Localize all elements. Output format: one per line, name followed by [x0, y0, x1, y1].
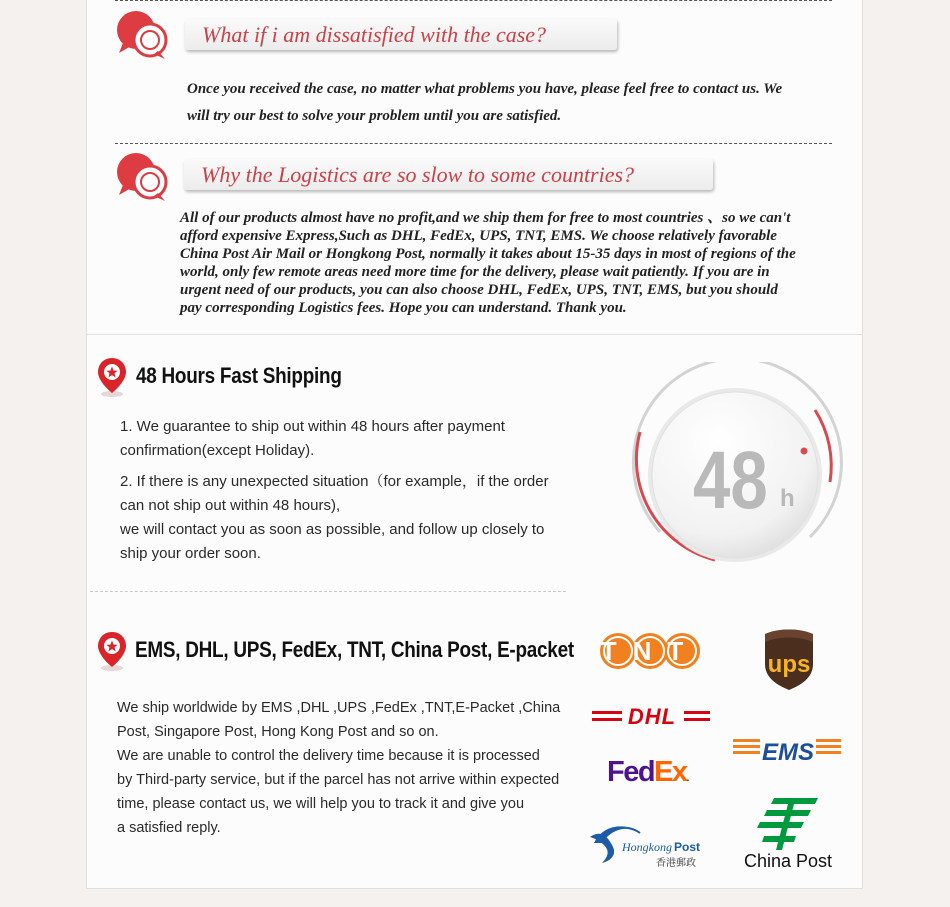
carriers-line: We ship worldwide by EMS ,DHL ,UPS ,FedEx ,TNT,E-Packet ,China — [117, 700, 561, 716]
dhl-logo — [592, 703, 710, 729]
chat-bubble-icon — [115, 151, 169, 203]
carriers-line: Post, Singapore Post, Hong Kong Post and so on. — [117, 724, 439, 740]
answer-line: Once you received the case, no matter what problems you have, please feel free to contact us. We — [187, 81, 783, 97]
dashed-divider — [115, 0, 832, 1]
shipping-line: ship your order soon. — [120, 545, 261, 562]
china-post-logo — [736, 794, 840, 872]
carriers-line: time, please contact us, we will help you to track it and give you — [117, 796, 525, 812]
answer-line: world, only few remote areas need more time for the delivery, please wait patiently. If you are in — [180, 264, 770, 280]
post-text: Post — [674, 840, 701, 854]
answer-line: All of our products almost have no profit,and we ship them for free to most countries 、so we can't — [180, 210, 791, 226]
faq-answer-1 — [187, 76, 782, 130]
faq-question-1: What if i am dissatisfied with the case? — [185, 19, 617, 50]
ems-logo — [733, 733, 841, 767]
answer-line: will try our best to solve your problem until you are satisfied. — [187, 108, 562, 124]
tnt-logo — [597, 629, 703, 673]
section-divider — [86, 334, 863, 335]
fedex-fed: Fed — [607, 756, 655, 788]
answer-line: pay corresponding Logistics fees. Hope you can understand. Thank you. — [180, 300, 627, 316]
shipping-line: 2. If there is any unexpected situation（for example，if the order — [120, 473, 549, 490]
answer-line: afford expensive Express,Such as DHL, FedEx, UPS, TNT, EMS. We choose relatively favorable — [180, 228, 777, 244]
ups-text: ups — [767, 651, 811, 678]
carriers-text — [117, 696, 560, 840]
dashed-divider — [115, 143, 832, 144]
shipping-title: 48 Hours Fast Shipping — [136, 363, 342, 388]
hongkong-post-logo — [588, 817, 708, 869]
location-pin-icon — [95, 630, 129, 672]
carriers-line: by Third-party service, but if the parcel has not arrive within expected — [117, 772, 560, 788]
shipping-line: we will contact you as soon as possible, and follow up closely to — [120, 521, 545, 538]
answer-line: urgent need of our products, you can also choose DHL, FedEx, UPS, TNT, EMS, but you should — [180, 282, 778, 298]
location-pin-icon — [95, 356, 129, 398]
faq-answer-2 — [180, 209, 796, 317]
carriers-title: EMS, DHL, UPS, FedEx, TNT, China Post, E-packet — [135, 637, 574, 662]
shipping-text — [120, 415, 549, 566]
badge-unit: h — [780, 485, 795, 512]
hongkong-chinese-text: 香港郵政 — [656, 858, 696, 869]
answer-line: China Post Air Mail or Hongkong Post, normally it takes about 15-35 days in most of regions of the — [180, 246, 796, 262]
faq-question-2: Why the Logistics are so slow to some countries? — [184, 159, 713, 190]
48h-badge — [620, 362, 850, 572]
carriers-line: a satisfied reply. — [117, 820, 221, 836]
fedex-logo: FedEx. — [607, 756, 690, 788]
ems-text: EMS — [761, 739, 815, 766]
badge-number: 48 — [693, 433, 768, 526]
shipping-line: 1. We guarantee to ship out within 48 hours after payment — [120, 418, 505, 435]
hongkong-text: Hongkong — [622, 840, 672, 854]
chat-bubble-icon — [115, 9, 169, 61]
shipping-line: confirmation(except Holiday). — [120, 442, 315, 459]
tnt-text: TNT — [600, 636, 700, 666]
dhl-text: DHL — [627, 704, 677, 729]
shipping-line: can not ship out within 48 hours), — [120, 497, 341, 514]
ups-logo — [761, 628, 817, 692]
fedex-ex: Ex — [654, 756, 687, 788]
dashed-divider — [90, 591, 566, 592]
china-post-text: China Post — [743, 851, 833, 871]
carriers-line: We are unable to control the delivery time because it is processed — [117, 748, 540, 764]
